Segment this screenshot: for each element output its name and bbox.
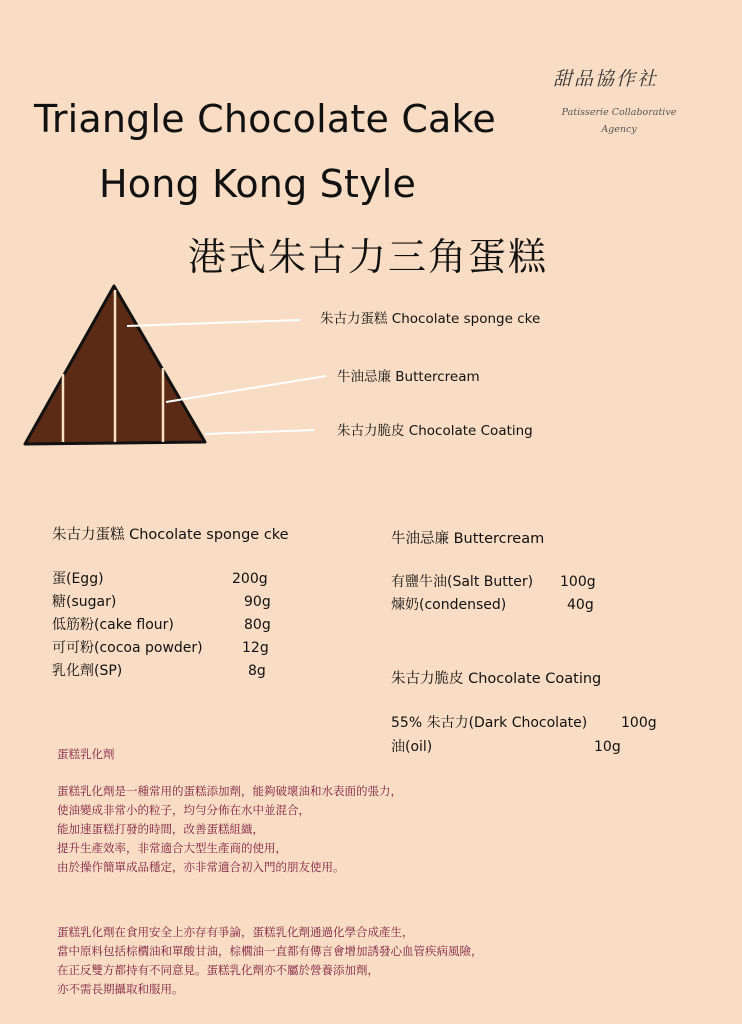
ingredient-qty: 40g <box>567 597 594 613</box>
notes-line: 在正反雙方都持有不同意見。蛋糕乳化劑亦不屬於營養添加劑， <box>57 963 379 977</box>
ingredient-name: 乳化劑(SP) <box>52 663 123 679</box>
notes-line: 蛋糕乳化劑在食用安全上亦存有爭論，蛋糕乳化劑通過化學合成產生， <box>57 925 414 939</box>
ingredient-qty: 10g <box>594 739 621 755</box>
buttercream-heading: 牛油忌廉 Buttercream <box>391 531 545 547</box>
sponge-heading: 朱古力蛋糕 Chocolate sponge cke <box>52 527 289 543</box>
pointer-sponge <box>127 320 300 326</box>
ingredient-qty: 200g <box>232 571 268 587</box>
notes-line: 亦不需長期攝取和服用。 <box>57 982 184 996</box>
ingredient-name: 糖(sugar) <box>52 594 117 610</box>
notes-paragraph-2 <box>57 923 483 999</box>
callout-coating: 朱古力脆皮 Chocolate Coating <box>337 423 533 439</box>
callout-buttercream: 牛油忌廉 Buttercream <box>337 369 480 385</box>
ingredient-name: 蛋(Egg) <box>52 571 104 587</box>
ingredient-name: 低筋粉(cake flour) <box>52 617 174 633</box>
notes-line: 蛋糕乳化劑是一種常用的蛋糕添加劑，能夠破壞油和水表面的張力， <box>57 784 402 798</box>
logo-english-line1: Patisserie Collaborative <box>561 107 677 118</box>
title-english-line2: Hong Kong Style <box>99 162 417 206</box>
notes-line: 提升生產效率，非常適合大型生產商的使用， <box>57 841 287 855</box>
pointer-coating <box>205 430 314 434</box>
logo-english-line2: Agency <box>601 124 637 135</box>
notes-paragraph-1 <box>57 782 402 877</box>
logo-chinese-name: 甜品協作社 <box>553 68 659 90</box>
notes-line: 當中原料包括棕櫚油和單酸甘油，棕櫚油一直都有傳言會增加誘發心血管疾病風險， <box>57 944 483 958</box>
notes-line: 使油變成非常小的粒子，均勻分佈在水中並混合， <box>57 803 310 817</box>
title-chinese: 港式朱古力三角蛋糕 <box>188 235 549 279</box>
ingredient-qty: 8g <box>248 663 266 679</box>
notes-heading: 蛋糕乳化劑 <box>57 747 115 761</box>
ingredient-name: 55% 朱古力(Dark Chocolate) <box>391 715 588 731</box>
notes-line: 由於操作簡單成品穩定，亦非常適合初入門的朋友使用。 <box>57 860 345 874</box>
pointer-buttercream <box>166 376 326 402</box>
title-english-line1: Triangle Chocolate Cake <box>34 97 496 141</box>
notes-line: 能加速蛋糕打發的時間，改善蛋糕組織， <box>57 822 264 836</box>
ingredient-qty: 100g <box>560 574 596 590</box>
ingredient-name: 油(oil) <box>391 739 433 755</box>
callout-sponge: 朱古力蛋糕 Chocolate sponge cke <box>320 311 541 327</box>
ingredient-qty: 90g <box>244 594 271 610</box>
ingredient-qty: 100g <box>621 715 657 731</box>
ingredient-name: 有鹽牛油(Salt Butter) <box>391 574 534 590</box>
ingredient-qty: 80g <box>244 617 271 633</box>
logo-english-name <box>556 104 682 138</box>
coating-heading: 朱古力脆皮 Chocolate Coating <box>391 671 602 687</box>
ingredient-name: 可可粉(cocoa powder) <box>52 640 203 656</box>
ingredient-qty: 12g <box>242 640 269 656</box>
ingredient-name: 煉奶(condensed) <box>391 597 507 613</box>
